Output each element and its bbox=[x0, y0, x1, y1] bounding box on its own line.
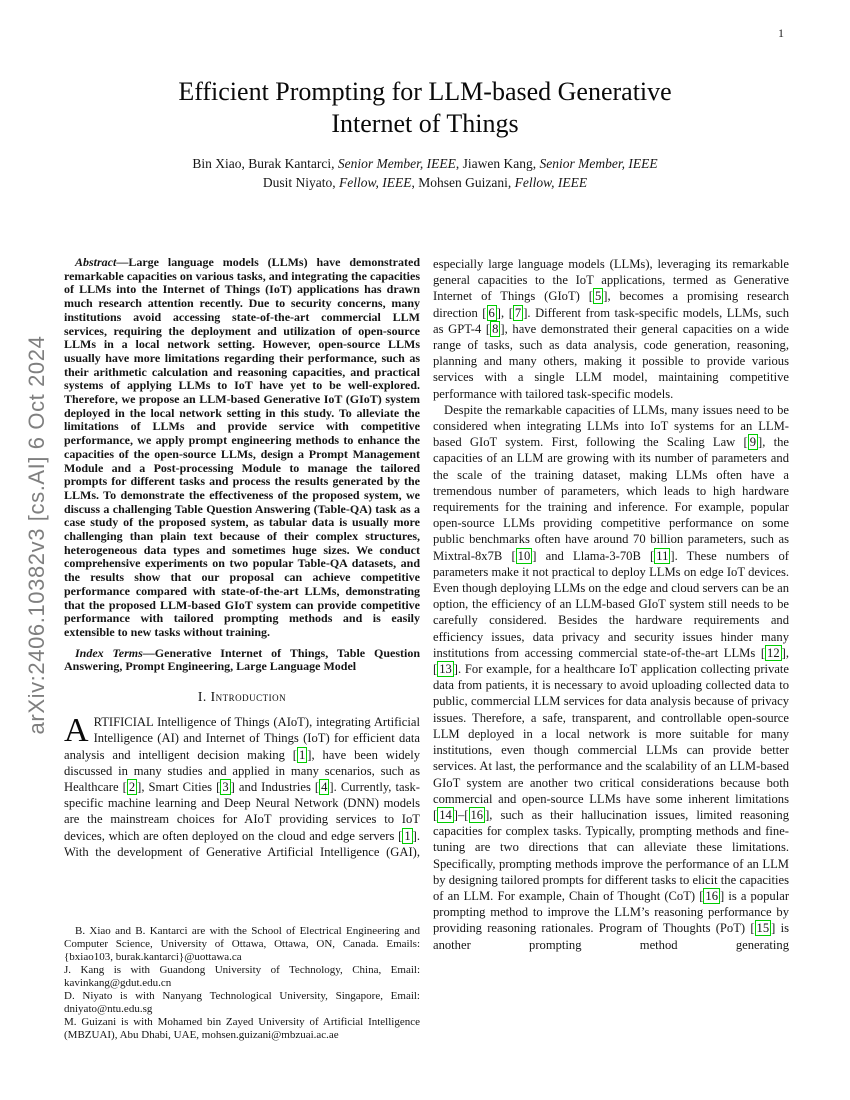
page-number: 1 bbox=[778, 26, 784, 40]
citation-ref[interactable]: 13 bbox=[439, 662, 452, 677]
citation-ref[interactable]: 7 bbox=[514, 305, 522, 320]
body-paragraph-continuation: especially large language models (LLMs), leveraging its remarkable general capacities to the IoT applications, termed as Generative Internet of Things (GIoT) [ 5 ], becomes a promising research direction [ 6 ], [ 7 ]. Different from task-specific models, LLMs, such as GPT-4 [ 8 ], have demonstrated their general capacities on a wide range of tasks, such as data analysis, code generation, reasoning, planning and many others, making it possible to provide various services with a single LLM model, maintaining competitive performance with tailored task-specific models. bbox=[433, 257, 790, 401]
section-heading-introduction: I. Introduction bbox=[197, 689, 287, 705]
left-column bbox=[64, 256, 420, 1042]
intro-paragraph bbox=[64, 714, 420, 860]
index-terms: Index Terms—Generative Internet of Things, Table Question Answering, Prompt Engineering, Large Language Model bbox=[64, 645, 420, 674]
abstract-paragraph: Abstract—Large language models (LLMs) have demonstrated remarkable capacities on various tasks, and integrating the capacities of LLMs into the Internet of Things (IoT) applications has drawn much research attention recently. Due to security concerns, many institutions avoid accessing state-of-the-art commercial LLM services, requiring the deployment and utilization of open-source LLMs in a local network setting. However, open-source LLMs usually have more limitations regarding their performance, such as their arithmetic calculation and reasoning capacities, and practical systems of applying LLMs to IoT have yet to be well-explored. Therefore, we propose an LLM-based Generative IoT (GIoT) system deployed in the local network setting in this study. To alleviate the limitations of LLMs and provide service with competitive performance, we apply prompt engineering methods to enhance the capacities of the open-source LLMs, design a Prompt Management Module and a Post-processing Module to manage the tailored prompts for different tasks and process the results generated by the LLMs. To demonstrate the effectiveness of the proposed system, we discuss a challenging Table Question Answering (Table-QA) task as a case study of the proposed system, as tabular data is usually more challenging than plain text because of their complex structures, heterogeneous data types and sometimes huge sizes. We conduct comprehensive experiments on two popular Table-QA datasets, and the results show that our proposal can achieve competitive performance compared with state-of-the-art LLMs, demonstrating that the proposed LLM-based GIoT system can provide competitive performance with tailored prompting methods and is easily extensible to new tasks without training. bbox=[64, 256, 420, 639]
author-block bbox=[80, 154, 770, 192]
citation-ref[interactable]: 15 bbox=[756, 921, 770, 936]
citation-ref[interactable]: 8 bbox=[492, 321, 499, 336]
intro-paragraph-text: RTIFICIAL Intelligence of Things (AIoT), integrating Artificial Intelligence (AI) and Internet of Things (IoT) for efficient data analysis and intelligent decision making [ 1 ], have been widely discussed in many studies and applied in many scenarios, such as Healthcare [ 2 ], Smart Cities [ 3 ] and Industries [ 4 ]. Currently, task-specific machine learning and Deep Neural Network (DNN) models are the mainstream choices for AIoT providing services to IoT devices, which are often deployed on the cloud and edge servers [ 1 ]. With the development of Generative Artificial Intelligence (GAI), bbox=[64, 715, 420, 859]
paper-title-line-1: Efficient Prompting for LLM-based Generative bbox=[178, 77, 672, 106]
dropcap-letter: A bbox=[64, 712, 89, 750]
citation-ref[interactable]: 16 bbox=[705, 888, 719, 903]
author-line-2: Dusit Niyato, Fellow, IEEE, Mohsen Guizani, Fellow, IEEE bbox=[262, 175, 588, 190]
author-line-1: Bin Xiao, Burak Kantarci, Senior Member, IEEE, Jiawen Kang, Senior Member, IEEE bbox=[192, 156, 658, 171]
footnote-affiliation-4: M. Guizani is with Mohamed bin Zayed University of Artificial Intelligence (MBZUAI), Abu Dhabi, UAE, mohsen.guizani@mbzuai.ac.ae bbox=[64, 1016, 420, 1041]
citation-ref[interactable]: 14 bbox=[439, 807, 452, 822]
two-column-body bbox=[64, 256, 789, 1042]
citation-ref[interactable]: 1 bbox=[404, 828, 411, 843]
footnote-affiliation-2: J. Kang is with Guandong University of Technology, China, Email: kavinkang@gdut.edu.cn bbox=[64, 964, 420, 989]
author-footnotes bbox=[64, 925, 420, 1042]
citation-ref[interactable]: 2 bbox=[128, 779, 136, 794]
citation-ref[interactable]: 4 bbox=[321, 779, 328, 794]
citation-ref[interactable]: 10 bbox=[517, 548, 531, 563]
citation-ref[interactable]: 3 bbox=[222, 779, 229, 794]
citation-ref[interactable]: 1 bbox=[299, 747, 306, 762]
paper-title-line-2: Internet of Things bbox=[331, 109, 519, 138]
citation-ref[interactable]: 16 bbox=[470, 807, 484, 822]
citation-ref[interactable]: 5 bbox=[594, 289, 602, 304]
citation-ref[interactable]: 12 bbox=[767, 645, 780, 660]
footnote-affiliation-3: D. Niyato is with Nanyang Technological University, Singapore, Email: dniyato@ntu.edu.sg bbox=[64, 990, 420, 1015]
citation-ref[interactable]: 6 bbox=[488, 305, 495, 320]
paper-title bbox=[80, 76, 770, 140]
paper-header bbox=[80, 0, 770, 192]
right-column bbox=[433, 256, 789, 1042]
citation-ref[interactable]: 9 bbox=[749, 435, 757, 450]
citation-ref[interactable]: 11 bbox=[656, 548, 669, 563]
footnote-affiliation-1: B. Xiao and B. Kantarci are with the School of Electrical Engineering and Computer Science, University of Ottawa, Ottawa, ON, Canada. Emails:{bxiao103, burak.kantarci}@uottawa.ca bbox=[64, 925, 420, 963]
arxiv-watermark: arXiv:2406.10382v3 [cs.AI] 6 Oct 2024 bbox=[24, 335, 49, 735]
body-paragraph-2: Despite the remarkable capacities of LLMs, many issues need to be considered when integrating LLMs into IoT systems for an LLM-based GIoT system. First, following the Scaling Law [ 9 ], the capacities of an LLM are growing with its number of parameters and the scale of the training dataset, making LLMs often have a tremendous number of parameters, which leads to high hardware requirements for the training and inference. For example, popular open-source LLMs providing competitive performance on some public benchmarks often have around 70 billion parameters, such as Mixtral-8x7B [ 10 ] and Llama-3-70B [ 11 ]. These numbers of parameters make it not practical to deploy LLMs on edge IoT devices. Even though deploying LLMs on the edge and cloud servers can be an option, the efficiency of an LLM-based GIoT system still needs to be carefully considered. Besides the hardware requirements and efficiency issues, data privacy and security issues hinder many institutions from accessing commercial state-of-the-art LLMs [ 12 ], [ 13 ]. For example, for a healthcare IoT application collecting private data from patients, it is necessary to avoid uploading collected data to public, commercial LLM services for data analysis because of privacy issues. Therefore, a safe, transparent, and controllable open-source LLM deployed in a local network is more suitable for many institutions, even though commercial LLMs can provide better services. At last, the performance and the scalability of an LLM-based GIoT system are another two critical considerations because both commercial and open-source LLMs have some inherent limitations [ 14 ]–[ 16 ], such as their hallucination issues, limited reasoning capacities for complex tasks. Typically, prompting methods and fine-tuning are two directions that can alleviate these limitations. Specifically, prompting methods improve the performance of an LLM by designing tailored prompts for different tasks to elicit the capacities of an LLM. For example, Chain of Thought (CoT) [ 16 ] is a popular prompting method to improve the LLM’s reasoning performance by providing reasoning rationales. Program of Thoughts (PoT) [ 15 ] is another prompting method generating bbox=[433, 402, 790, 952]
